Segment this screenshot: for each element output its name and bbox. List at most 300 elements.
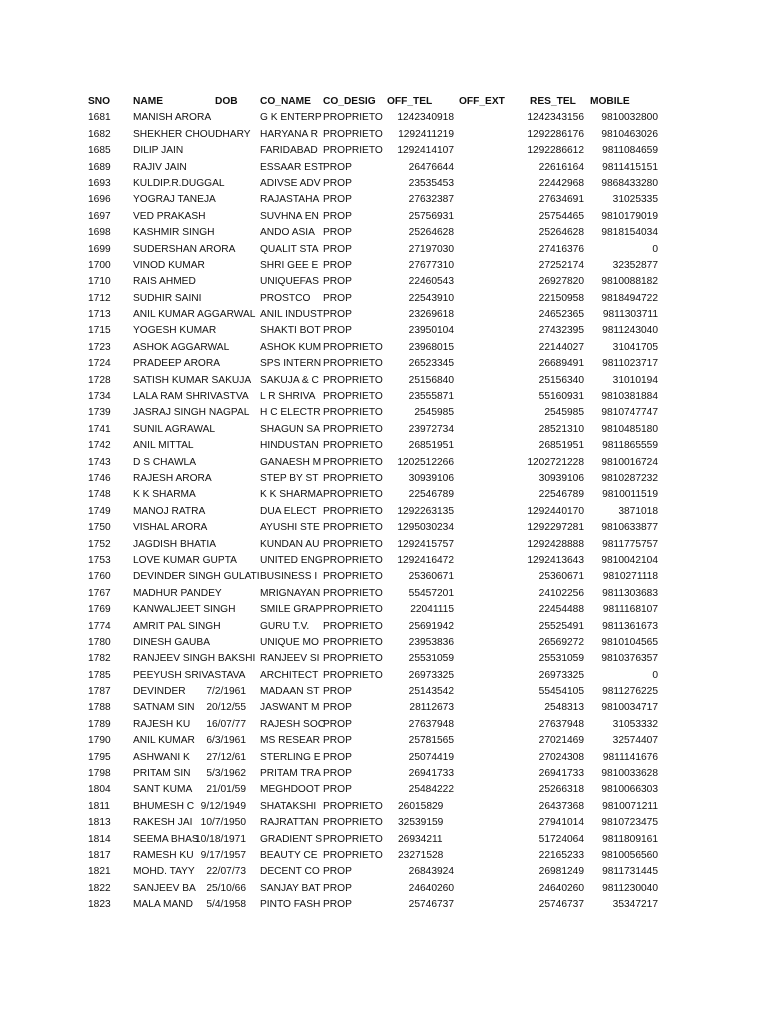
cell-dob: 6/3/1961 — [206, 735, 246, 747]
cell-co-desig: PROP — [323, 161, 352, 173]
cell-name: VINOD KUMAR — [133, 259, 205, 271]
cell-co-desig: PROP — [323, 686, 352, 698]
cell-res-tel: 26941733 — [538, 768, 584, 780]
cell-co-desig: PROPRIETO — [323, 472, 383, 484]
cell-name: LALA RAM SHRIVASTVA — [133, 391, 249, 403]
cell-sno: 1821 — [88, 866, 111, 878]
cell-name: YOGESH KUMAR — [133, 325, 217, 337]
cell-co-name: DUA ELECT — [260, 505, 317, 517]
cell-co-desig: PROPRIETO — [323, 587, 383, 599]
table-row — [0, 307, 768, 323]
cell-off-tel: 27632387 — [408, 194, 454, 206]
cell-res-tel: 22454488 — [538, 604, 584, 616]
cell-name: KULDIP.R.DUGGAL — [133, 177, 225, 189]
cell-co-name: H C ELECTR — [260, 407, 321, 419]
cell-name: K K SHARMA — [133, 489, 196, 501]
cell-dob: 16/07/77 — [206, 718, 246, 730]
table-row — [0, 274, 768, 290]
cell-res-tel: 2548313 — [544, 702, 584, 714]
cell-off-tel: 22041115 — [410, 604, 454, 616]
cell-sno: 1813 — [88, 817, 111, 829]
table-row — [0, 766, 768, 782]
table-row — [0, 340, 768, 356]
cell-co-desig: PROPRIETO — [323, 554, 383, 566]
cell-res-tel: 24652365 — [538, 309, 584, 321]
cell-co-name: FARIDABAD — [260, 145, 318, 157]
cell-sno: 1750 — [88, 522, 111, 534]
cell-sno: 1752 — [88, 538, 111, 550]
table-row — [0, 635, 768, 651]
cell-res-tel: 22150958 — [538, 292, 584, 304]
cell-off-tel: 22460543 — [408, 276, 454, 288]
cell-mobile: 9818494722 — [601, 292, 658, 304]
cell-off-tel: 25531059 — [408, 653, 454, 665]
table-row — [0, 832, 768, 848]
cell-off-tel: 23269618 — [408, 309, 454, 321]
cell-co-name: RAJRATTAN — [260, 817, 319, 829]
cell-co-desig: PROPRIETO — [323, 800, 383, 812]
cell-res-tel: 26981249 — [538, 866, 584, 878]
cell-sno: 1739 — [88, 407, 111, 419]
cell-co-name: MADAAN ST — [260, 686, 320, 698]
cell-name: PRADEEP ARORA — [133, 358, 221, 370]
cell-mobile: 31010194 — [612, 374, 658, 386]
cell-sno: 1689 — [88, 161, 111, 173]
cell-co-desig: PROPRIETO — [323, 374, 383, 386]
cell-name: RAJESH KU — [133, 718, 191, 730]
cell-co-name: UNIQUE MO — [260, 636, 319, 648]
cell-co-name: KUNDAN AU — [260, 538, 320, 550]
table-row — [0, 700, 768, 716]
cell-mobile: 9811303683 — [602, 587, 658, 599]
table-row — [0, 520, 768, 536]
cell-co-name: DECENT CO — [260, 866, 320, 878]
cell-sno: 1823 — [88, 899, 111, 911]
cell-mobile: 9810042104 — [601, 554, 658, 566]
cell-mobile: 9810723475 — [601, 817, 658, 829]
table-row — [0, 487, 768, 503]
cell-off-tel: 1202512266 — [397, 456, 454, 468]
cell-co-name: PINTO FASH — [260, 899, 321, 911]
cell-off-tel: 25143542 — [408, 686, 454, 698]
cell-dob: 9/12/1949 — [200, 800, 246, 812]
cell-off-tel: 23535453 — [408, 177, 454, 189]
cell-co-desig: PROPRIETO — [323, 849, 383, 861]
cell-name: MANISH ARORA — [133, 112, 212, 124]
cell-dob: 20/12/55 — [206, 702, 246, 714]
table-row — [0, 405, 768, 421]
cell-off-tel: 25074419 — [408, 751, 454, 763]
cell-mobile: 9810463026 — [601, 128, 658, 140]
cell-sno: 1769 — [88, 604, 111, 616]
cell-name: RAMESH KU — [133, 849, 194, 861]
cell-off-tel: 55457201 — [408, 587, 454, 599]
cell-co-desig: PROPRIETO — [323, 145, 383, 157]
cell-mobile: 9810033628 — [601, 768, 658, 780]
cell-dob: 10/7/1950 — [200, 817, 246, 829]
cell-name: SANJEEV BA — [133, 882, 196, 894]
table-row — [0, 471, 768, 487]
table-row — [0, 455, 768, 471]
cell-res-tel: 27021469 — [538, 735, 584, 747]
cell-off-tel: 27637948 — [408, 718, 454, 730]
cell-off-tel: 1295030234 — [397, 522, 454, 534]
cell-res-tel: 26851951 — [538, 440, 584, 452]
table-row — [0, 258, 768, 274]
cell-res-tel: 27634691 — [538, 194, 584, 206]
cell-co-name: UNITED ENG — [260, 554, 323, 566]
cell-mobile: 9810056560 — [601, 849, 658, 861]
cell-name: BHUMESH C — [133, 800, 195, 812]
cell-sno: 1693 — [88, 177, 111, 189]
cell-co-desig: PROPRIETO — [323, 636, 383, 648]
cell-res-tel: 25525491 — [538, 620, 584, 632]
cell-co-name: UNIQUEFAS — [260, 276, 319, 288]
cell-off-tel: 26843924 — [408, 866, 454, 878]
cell-co-name: G K ENTERP — [260, 112, 322, 124]
cell-res-tel: 55454105 — [538, 686, 584, 698]
cell-co-desig: PROP — [323, 276, 352, 288]
cell-co-name: SHAGUN SA — [260, 423, 321, 435]
cell-co-desig: PROPRIETO — [323, 620, 383, 632]
cell-off-tel: 1242340918 — [397, 112, 454, 124]
cell-co-name: HARYANA R — [260, 128, 318, 140]
cell-mobile: 9811865559 — [602, 440, 658, 452]
cell-mobile: 9810032800 — [601, 112, 658, 124]
cell-res-tel: 55160931 — [538, 391, 584, 403]
cell-res-tel: 27432395 — [538, 325, 584, 337]
table-row — [0, 192, 768, 208]
cell-name: ANIL MITTAL — [133, 440, 194, 452]
cell-dob: 5/4/1958 — [206, 899, 246, 911]
cell-res-tel: 1292286612 — [527, 145, 584, 157]
cell-mobile: 9811809161 — [602, 833, 658, 845]
table-row — [0, 668, 768, 684]
cell-res-tel: 1292413643 — [527, 554, 584, 566]
cell-co-name: ARCHITECT — [260, 669, 319, 681]
table-row — [0, 356, 768, 372]
cell-res-tel: 25360671 — [538, 571, 584, 583]
table-row — [0, 176, 768, 192]
cell-name: SUNIL AGRAWAL — [133, 423, 216, 435]
cell-off-tel: 22543910 — [408, 292, 454, 304]
header-name: NAME — [133, 96, 163, 107]
cell-off-tel: 22546789 — [408, 489, 454, 501]
cell-sno: 1746 — [88, 472, 111, 484]
cell-sno: 1798 — [88, 768, 111, 780]
cell-res-tel: 26569272 — [538, 636, 584, 648]
cell-co-desig: PROPRIETO — [323, 440, 383, 452]
cell-sno: 1734 — [88, 391, 111, 403]
table-row — [0, 569, 768, 585]
cell-name: JAGDISH BHATIA — [133, 538, 217, 550]
cell-co-name: RAJESH SOC — [260, 718, 326, 730]
cell-name: RAIS AHMED — [133, 276, 196, 288]
cell-mobile: 9811775757 — [602, 538, 658, 550]
header-row — [0, 94, 768, 110]
cell-sno: 1817 — [88, 849, 111, 861]
table-row — [0, 864, 768, 880]
cell-co-desig: PROP — [323, 882, 352, 894]
cell-co-name: SUVHNA EN — [260, 210, 319, 222]
cell-name: ANIL KUMAR — [133, 735, 195, 747]
cell-name: LOVE KUMAR GUPTA — [133, 554, 237, 566]
cell-res-tel: 26689491 — [538, 358, 584, 370]
cell-sno: 1753 — [88, 554, 111, 566]
table-row — [0, 291, 768, 307]
cell-mobile: 9810179019 — [601, 210, 658, 222]
cell-co-name: ANDO ASIA — [260, 227, 315, 239]
cell-res-tel: 25531059 — [538, 653, 584, 665]
cell-res-tel: 24640260 — [538, 882, 584, 894]
cell-name: RAJIV JAIN — [133, 161, 187, 173]
cell-mobile: 9810071211 — [602, 800, 658, 812]
cell-sno: 1723 — [88, 341, 111, 353]
cell-dob: 27/12/61 — [206, 751, 246, 763]
cell-co-desig: PROP — [323, 243, 352, 255]
cell-name: SHEKHER CHOUDHARY — [133, 128, 251, 140]
cell-res-tel: 25264628 — [538, 227, 584, 239]
table-row — [0, 143, 768, 159]
cell-off-tel: 28112673 — [409, 702, 454, 714]
cell-co-desig: PROP — [323, 768, 352, 780]
cell-sno: 1696 — [88, 194, 111, 206]
cell-res-tel: 22616164 — [538, 161, 584, 173]
cell-sno: 1742 — [88, 440, 111, 452]
cell-name: ANIL KUMAR AGGARWAL — [133, 309, 256, 321]
cell-mobile: 9811243040 — [602, 325, 658, 337]
cell-co-name: SANJAY BAT — [260, 882, 321, 894]
table-row — [0, 373, 768, 389]
cell-off-tel: 25781565 — [408, 735, 454, 747]
cell-co-desig: PROPRIETO — [323, 407, 383, 419]
table-row — [0, 242, 768, 258]
cell-res-tel: 30939106 — [538, 472, 584, 484]
cell-co-name: HINDUSTAN — [260, 440, 319, 452]
table-row — [0, 537, 768, 553]
cell-sno: 1760 — [88, 571, 111, 583]
cell-dob: 7/2/1961 — [206, 686, 246, 698]
cell-off-tel: 1292263135 — [397, 505, 454, 517]
cell-name: ASHWANI K — [133, 751, 190, 763]
table-row — [0, 733, 768, 749]
cell-off-tel: 25484222 — [408, 784, 454, 796]
cell-res-tel: 27637948 — [538, 718, 584, 730]
spreadsheet — [0, 94, 768, 914]
cell-off-tel: 23953836 — [408, 636, 454, 648]
cell-res-tel: 25156340 — [538, 374, 584, 386]
header-off-tel: OFF_TEL — [387, 96, 433, 107]
cell-co-desig: PROPRIETO — [323, 128, 383, 140]
table-row — [0, 422, 768, 438]
table-row — [0, 897, 768, 913]
cell-name: SATISH KUMAR SAKUJA — [133, 374, 252, 386]
cell-name: RANJEEV SINGH BAKSHI — [133, 653, 256, 665]
cell-co-name: GANAESH M — [260, 456, 322, 468]
cell-res-tel: 26973325 — [538, 669, 584, 681]
cell-res-tel: 1292297281 — [527, 522, 584, 534]
cell-off-tel: 23950104 — [408, 325, 454, 337]
cell-dob: 25/10/66 — [206, 882, 246, 894]
cell-res-tel: 24102256 — [538, 587, 584, 599]
cell-sno: 1790 — [88, 735, 111, 747]
cell-sno: 1804 — [88, 784, 111, 796]
cell-sno: 1749 — [88, 505, 111, 517]
cell-sno: 1782 — [88, 653, 111, 665]
cell-off-tel: 25264628 — [408, 227, 454, 239]
cell-off-tel: 25756931 — [408, 210, 454, 222]
cell-name: KANWALJEET SINGH — [133, 604, 236, 616]
table-row — [0, 127, 768, 143]
cell-off-tel: 25691942 — [408, 620, 454, 632]
cell-off-tel: 23271528 — [398, 849, 444, 861]
cell-co-desig: PROPRIETO — [323, 358, 383, 370]
cell-co-desig: PROP — [323, 177, 352, 189]
cell-sno: 1685 — [88, 145, 111, 157]
cell-name: MANOJ RATRA — [133, 505, 206, 517]
cell-res-tel: 22144027 — [538, 341, 584, 353]
cell-co-name: QUALIT STA — [260, 243, 319, 255]
cell-mobile: 3871018 — [618, 505, 658, 517]
table-row — [0, 586, 768, 602]
cell-co-name: MRIGNAYAN — [260, 587, 321, 599]
cell-sno: 1698 — [88, 227, 111, 239]
cell-co-name: JASWANT M — [260, 702, 320, 714]
cell-res-tel: 22546789 — [538, 489, 584, 501]
cell-co-name: ESSAAR EST — [260, 161, 324, 173]
cell-name: RAKESH JAI — [133, 817, 193, 829]
cell-dob: 9/17/1957 — [200, 849, 246, 861]
cell-res-tel: 2545985 — [544, 407, 584, 419]
cell-name: YOGRAJ TANEJA — [133, 194, 216, 206]
cell-co-name: SPS INTERN — [260, 358, 322, 370]
cell-off-tel: 26851951 — [408, 440, 454, 452]
cell-co-name: K K SHARMA — [260, 489, 323, 501]
cell-mobile: 9810485180 — [601, 423, 658, 435]
table-row — [0, 619, 768, 635]
cell-name: MADHUR PANDEY — [133, 587, 222, 599]
cell-res-tel: 26437368 — [538, 800, 584, 812]
cell-co-name: SMILE GRAP — [260, 604, 323, 616]
cell-name: RAJESH ARORA — [133, 472, 212, 484]
cell-res-tel: 27941014 — [538, 817, 584, 829]
cell-co-desig: PROP — [323, 784, 352, 796]
header-res-tel: RES_TEL — [530, 96, 576, 107]
cell-sno: 1724 — [88, 358, 111, 370]
cell-name: JASRAJ SINGH NAGPAL — [133, 407, 250, 419]
cell-off-tel: 25156840 — [408, 374, 454, 386]
cell-mobile: 31053332 — [612, 718, 658, 730]
cell-res-tel: 22442968 — [538, 177, 584, 189]
cell-sno: 1697 — [88, 210, 111, 222]
cell-mobile: 32352877 — [612, 259, 658, 271]
cell-co-name: ASHOK KUM — [260, 341, 322, 353]
cell-res-tel: 27416376 — [538, 243, 584, 255]
cell-off-tel: 23972734 — [408, 423, 454, 435]
header-mobile: MOBILE — [590, 96, 630, 107]
cell-off-tel: 1292415757 — [397, 538, 454, 550]
table-row — [0, 160, 768, 176]
cell-co-desig: PROP — [323, 325, 352, 337]
cell-co-name: SAKUJA & C — [260, 374, 319, 386]
cell-sno: 1811 — [88, 800, 110, 812]
cell-off-tel: 27197030 — [408, 243, 454, 255]
cell-off-tel: 32539159 — [398, 817, 444, 829]
cell-sno: 1788 — [88, 702, 111, 714]
cell-res-tel: 1202721228 — [527, 456, 584, 468]
cell-off-tel: 23968015 — [408, 341, 454, 353]
cell-co-desig: PROPRIETO — [323, 538, 383, 550]
cell-co-desig: PROPRIETO — [323, 522, 383, 534]
cell-sno: 1822 — [88, 882, 111, 894]
cell-mobile: 9810016724 — [601, 456, 658, 468]
table-row — [0, 799, 768, 815]
table-row — [0, 209, 768, 225]
cell-sno: 1789 — [88, 718, 111, 730]
cell-name: D S CHAWLA — [133, 456, 197, 468]
cell-mobile: 9810088182 — [601, 276, 658, 288]
cell-co-name: ADIVSE ADV — [260, 177, 321, 189]
cell-sno: 1700 — [88, 259, 111, 271]
cell-co-desig: PROPRIETO — [323, 604, 383, 616]
cell-mobile: 9810066303 — [601, 784, 658, 796]
cell-co-desig: PROP — [323, 866, 352, 878]
cell-mobile: 9811023717 — [602, 358, 658, 370]
cell-res-tel: 1292440170 — [527, 505, 584, 517]
table-row — [0, 389, 768, 405]
cell-res-tel: 25746737 — [538, 899, 584, 911]
cell-co-desig: PROPRIETO — [323, 391, 383, 403]
cell-mobile: 0 — [652, 243, 658, 255]
table-row — [0, 225, 768, 241]
cell-co-name: STERLING E — [260, 751, 321, 763]
cell-sno: 1712 — [88, 292, 111, 304]
cell-dob: 5/3/1962 — [206, 768, 246, 780]
cell-name: MOHD. TAYY — [133, 866, 195, 878]
cell-res-tel: 26927820 — [538, 276, 584, 288]
header-dob: DOB — [215, 96, 238, 107]
cell-co-desig: PROP — [323, 899, 352, 911]
cell-off-tel: 1292416472 — [397, 554, 454, 566]
table-row — [0, 602, 768, 618]
cell-sno: 1814 — [88, 833, 111, 845]
cell-mobile: 9811276225 — [602, 686, 658, 698]
cell-co-desig: PROP — [323, 702, 352, 714]
cell-mobile: 9811303711 — [602, 309, 658, 321]
cell-mobile: 9811141676 — [602, 751, 658, 763]
cell-mobile: 9810747747 — [601, 407, 658, 419]
cell-sno: 1780 — [88, 636, 111, 648]
cell-co-name: PRITAM TRA — [260, 768, 321, 780]
cell-name: PEEYUSH SRIVASTAVA — [133, 669, 246, 681]
cell-off-tel: 25360671 — [408, 571, 454, 583]
cell-name: SANT KUMA — [133, 784, 193, 796]
cell-mobile: 9810104565 — [601, 636, 658, 648]
table-row — [0, 684, 768, 700]
cell-mobile: 9818154034 — [601, 227, 658, 239]
table-row — [0, 848, 768, 864]
cell-co-name: L R SHRIVA — [260, 391, 316, 403]
table-row — [0, 750, 768, 766]
cell-off-tel: 24640260 — [408, 882, 454, 894]
cell-mobile: 9810034717 — [601, 702, 658, 714]
cell-name: VED PRAKASH — [133, 210, 206, 222]
cell-res-tel: 22165233 — [538, 849, 584, 861]
cell-name: SEEMA BHAS — [133, 833, 199, 845]
cell-off-tel: 26476644 — [408, 161, 454, 173]
cell-co-name: ANIL INDUST — [260, 309, 324, 321]
cell-sno: 1710 — [88, 276, 111, 288]
